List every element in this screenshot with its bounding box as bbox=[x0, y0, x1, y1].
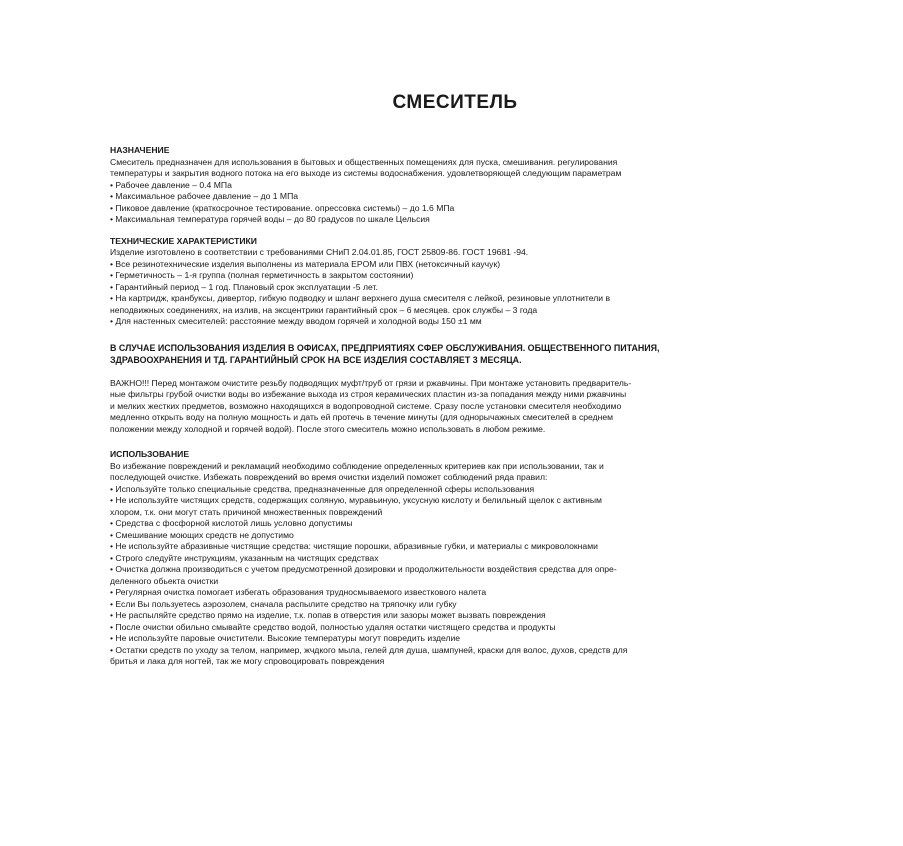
text-line: деленного обьекта очистки bbox=[110, 575, 219, 586]
text-line: Смеситель предназначен для использования в бытовых и общественных помещениях для пуска, смешивания. регулирования bbox=[110, 156, 618, 167]
list-item: • Строго следуйте инструкциям, указанным на чистящих средствах bbox=[110, 552, 379, 563]
section-important bbox=[110, 378, 800, 436]
text-line: неподвижных соединениях, на излив, на эксцентрики гарантийный срок – 6 месяцев. срок службы – 3 года bbox=[110, 304, 538, 315]
text-line: ные фильтры грубой очистки воды во избежание выхода из строя керамических пластин из-за попадания между ними ржавчины bbox=[110, 389, 627, 399]
list-item: • Гарантийный период – 1 год. Плановый срок эксплуатации -5 лет. bbox=[110, 281, 378, 292]
list-item: • Смешивание моющих средств не допустимо bbox=[110, 529, 294, 540]
list-item: • Не используйте чистящих средств, содержащих соляную, муравьиную, уксусную кислоту и белильный щелок с активным bbox=[110, 495, 602, 505]
text-line: и мелких жестких предметов, возможно находящихся в водопроводной системе. Сразу после установки смесителя необходимо bbox=[110, 400, 622, 411]
notice-line: ЗДРАВООХРАНЕНИЯ И ТД. ГАРАНТИЙНЫЙ СРОК НА ВСЕ ИЗДЕЛИЯ СОСТАВЛЯЕТ 3 МЕСЯЦА. bbox=[110, 354, 522, 365]
page-title: СМЕСИТЕЛЬ bbox=[392, 92, 518, 113]
section-warranty-notice bbox=[110, 342, 800, 366]
list-item: • После очистки обильно смывайте средство водой, полностью удаляя остатки чистящего средства и продукты bbox=[110, 621, 556, 632]
section-heading: ИСПОЛЬЗОВАНИЕ bbox=[110, 449, 190, 459]
list-item: • На картридж, кранбуксы, дивертор, гибкую подводку и шланг верхнего душа смесителя с лейкой, резиновые уплотнители в bbox=[110, 293, 611, 303]
section-usage bbox=[110, 449, 800, 668]
list-item: • Пиковое давление (краткосрочное тестирование. опрессовка системы) – до 1.6 МПа bbox=[110, 202, 455, 213]
text-line: ВАЖНО!!! Перед монтажом очистите резьбу подводящих муфт/труб от грязи и ржавчины. При монтаже установить предваритель- bbox=[110, 377, 632, 388]
notice-line: В СЛУЧАЕ ИСПОЛЬЗОВАНИЯ ИЗДЕЛИЯ В ОФИСАХ, ПРЕДПРИЯТИЯХ СФЕР ОБСЛУЖИВАНИЯ. ОБЩЕСТВЕННОГО ПИТАНИЯ, bbox=[110, 342, 660, 353]
document-body bbox=[110, 145, 800, 678]
list-item: • Средства с фосфорной кислотой лишь условно допустимы bbox=[110, 518, 353, 528]
list-item: • Используйте только специальные средства, предназначенные для определенной сферы использования bbox=[110, 483, 535, 494]
list-item: • Не используйте паровые очистители. Высокие температуры могут повредить изделие bbox=[110, 633, 461, 643]
section-specs bbox=[110, 236, 800, 328]
list-item: • Рабочее давление – 0.4 МПа bbox=[110, 179, 232, 190]
section-heading: НАЗНАЧЕНИЕ bbox=[110, 145, 170, 155]
text-line: хлором, т.к. они могут стать причиной множественных повреждений bbox=[110, 506, 383, 517]
text-line: медленно открыть воду на полную мощность и дать ей протечь в течение минуты (для однорычажных смесителей в среднем bbox=[110, 412, 614, 422]
list-item: • Если Вы пользуетесь аэрозолем, сначала распылите средство на тряпочку или губку bbox=[110, 598, 457, 609]
text-line: температуры и закрытия водного потока на его выходе из системы водоснабжения. удовлетворяющей следующим параметрам bbox=[110, 168, 622, 178]
list-item: • Не используйте абразивные чистящие средства: чистящие порошки, абразивные губки, и материалы с микроволокнами bbox=[110, 541, 598, 551]
list-item: • Максимальное рабочее давление – до 1 МПа bbox=[110, 191, 299, 201]
text-line: Изделие изготовлено в соответствии с требованиями СНиП 2.04.01.85, ГОСТ 25809-86. ГОСТ 19681 -94. bbox=[110, 247, 529, 257]
section-heading: ТЕХНИЧЕСКИЕ ХАРАКТЕРИСТИКИ bbox=[110, 235, 257, 246]
list-item: • Не распыляйте средство прямо на изделие, т.к. попав в отверстия или зазоры может вызвать повреждения bbox=[110, 610, 546, 620]
section-purpose bbox=[110, 145, 800, 226]
list-item: • Для настенных смесителей: расстояние между вводом горячей и холодной воды 150 ±1 мм bbox=[110, 316, 482, 326]
text-line: последующей очистке. Избежать повреждений во время очистки изделий поможет соблюдений ряда правил: bbox=[110, 472, 548, 482]
list-item: • Максимальная температура горячей воды – до 80 градусов по шкале Цельсия bbox=[110, 214, 430, 224]
text-line: бритья и лака для ногтей, так же могу спровоцировать повреждения bbox=[110, 656, 385, 666]
list-item: • Регулярная очистка помогает избегать образования трудносмываемого известкового налета bbox=[110, 587, 487, 597]
list-item: • Все резинотехнические изделия выполнены из материала EPOM или ПВХ (нетоксичный каучук) bbox=[110, 258, 501, 269]
text-line: положении между холодной и горячей водой). После этого смеситель можно использовать в любом режиме. bbox=[110, 423, 546, 434]
list-item: • Герметичность – 1-я группа (полная герметичность в закрытом состоянии) bbox=[110, 270, 414, 280]
list-item: • Очистка должна производиться с учетом предусмотренной дозировки и продолжительности воздействия средства для опре- bbox=[110, 564, 617, 574]
list-item: • Остатки средств по уходу за телом, например, жчдкого мыла, гелей для душа, шампуней, краски для волос, духов, средств для bbox=[110, 644, 628, 655]
text-line: Во избежание повреждений и рекламаций необходимо соблюдение определенных критериев как при использовании, так и bbox=[110, 460, 604, 471]
